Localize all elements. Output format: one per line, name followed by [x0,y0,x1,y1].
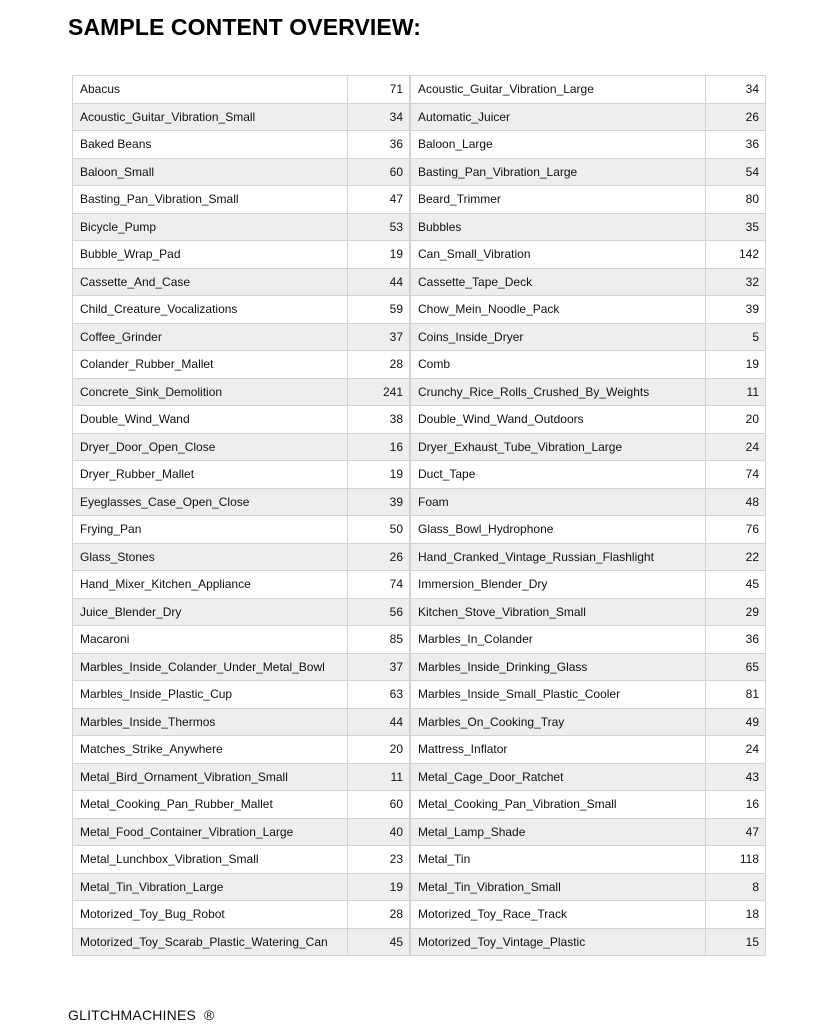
item-name-right: Double_Wind_Wand_Outdoors [411,406,706,434]
table-row [73,873,766,901]
item-count-left: 44 [348,708,410,736]
table-row [73,818,766,846]
item-count-left: 20 [348,736,410,764]
table-row [73,213,766,241]
item-name-right: Mattress_Inflator [411,736,706,764]
table-row [73,681,766,709]
item-name-right: Comb [411,351,706,379]
item-count-right: 35 [706,213,766,241]
item-count-right: 49 [706,708,766,736]
item-name-right: Automatic_Juicer [411,103,706,131]
item-count-right: 43 [706,763,766,791]
item-count-left: 37 [348,653,410,681]
item-name-left: Basting_Pan_Vibration_Small [73,186,348,214]
table-row [73,571,766,599]
item-name-left: Motorized_Toy_Scarab_Plastic_Watering_Can [73,928,348,956]
table-row [73,846,766,874]
item-count-right: 19 [706,351,766,379]
item-count-right: 48 [706,488,766,516]
item-count-left: 56 [348,598,410,626]
item-count-left: 36 [348,131,410,159]
page-title: SAMPLE CONTENT OVERVIEW: [68,14,421,40]
item-name-right: Bubbles [411,213,706,241]
item-name-right: Metal_Cage_Door_Ratchet [411,763,706,791]
table-row [73,461,766,489]
item-count-left: 19 [348,461,410,489]
item-count-right: 26 [706,103,766,131]
item-name-right: Motorized_Toy_Race_Track [411,901,706,929]
item-name-right: Foam [411,488,706,516]
item-name-left: Metal_Lunchbox_Vibration_Small [73,846,348,874]
item-count-left: 28 [348,351,410,379]
item-name-left: Cassette_And_Case [73,268,348,296]
item-count-right: 36 [706,131,766,159]
item-count-right: 47 [706,818,766,846]
item-name-left: Dryer_Rubber_Mallet [73,461,348,489]
item-name-right: Motorized_Toy_Vintage_Plastic [411,928,706,956]
item-name-left: Baked Beans [73,131,348,159]
item-name-left: Eyeglasses_Case_Open_Close [73,488,348,516]
item-name-left: Bubble_Wrap_Pad [73,241,348,269]
item-count-right: 118 [706,846,766,874]
item-name-right: Chow_Mein_Noodle_Pack [411,296,706,324]
table-row [73,626,766,654]
item-name-right: Metal_Lamp_Shade [411,818,706,846]
item-name-right: Marbles_Inside_Small_Plastic_Cooler [411,681,706,709]
item-count-left: 11 [348,763,410,791]
table-row [73,241,766,269]
item-count-left: 44 [348,268,410,296]
item-count-right: 32 [706,268,766,296]
sample-content-table [72,75,766,956]
table-row [73,653,766,681]
item-name-left: Metal_Cooking_Pan_Rubber_Mallet [73,791,348,819]
item-name-left: Metal_Tin_Vibration_Large [73,873,348,901]
table-row [73,791,766,819]
item-name-left: Concrete_Sink_Demolition [73,378,348,406]
item-name-left: Baloon_Small [73,158,348,186]
table-row [73,516,766,544]
item-count-left: 60 [348,158,410,186]
item-name-right: Glass_Bowl_Hydrophone [411,516,706,544]
item-count-right: 20 [706,406,766,434]
item-count-right: 74 [706,461,766,489]
item-name-left: Metal_Food_Container_Vibration_Large [73,818,348,846]
item-count-left: 38 [348,406,410,434]
item-count-left: 47 [348,186,410,214]
item-name-left: Macaroni [73,626,348,654]
item-name-left: Matches_Strike_Anywhere [73,736,348,764]
item-name-right: Metal_Cooking_Pan_Vibration_Small [411,791,706,819]
footer-brand [68,1007,215,1023]
table-row [73,763,766,791]
item-count-right: 142 [706,241,766,269]
item-count-right: 76 [706,516,766,544]
table-row [73,928,766,956]
item-count-right: 81 [706,681,766,709]
item-count-right: 34 [706,76,766,104]
item-name-right: Can_Small_Vibration [411,241,706,269]
item-count-right: 22 [706,543,766,571]
item-name-right: Coins_Inside_Dryer [411,323,706,351]
item-name-left: Coffee_Grinder [73,323,348,351]
table-row [73,186,766,214]
item-name-right: Cassette_Tape_Deck [411,268,706,296]
table-row [73,406,766,434]
table-body [73,76,766,956]
item-count-left: 85 [348,626,410,654]
item-name-left: Hand_Mixer_Kitchen_Appliance [73,571,348,599]
item-name-left: Child_Creature_Vocalizations [73,296,348,324]
item-count-left: 16 [348,433,410,461]
item-count-right: 16 [706,791,766,819]
item-count-left: 39 [348,488,410,516]
item-name-right: Hand_Cranked_Vintage_Russian_Flashlight [411,543,706,571]
table-row [73,901,766,929]
item-count-left: 53 [348,213,410,241]
item-name-right: Metal_Tin_Vibration_Small [411,873,706,901]
item-count-right: 39 [706,296,766,324]
item-name-left: Frying_Pan [73,516,348,544]
item-count-left: 71 [348,76,410,104]
item-name-right: Crunchy_Rice_Rolls_Crushed_By_Weights [411,378,706,406]
item-count-left: 26 [348,543,410,571]
item-name-left: Motorized_Toy_Bug_Robot [73,901,348,929]
item-count-left: 50 [348,516,410,544]
item-name-left: Glass_Stones [73,543,348,571]
table-row [73,323,766,351]
item-name-right: Marbles_Inside_Drinking_Glass [411,653,706,681]
table-row [73,76,766,104]
table-row [73,488,766,516]
item-name-right: Dryer_Exhaust_Tube_Vibration_Large [411,433,706,461]
table-row [73,158,766,186]
item-count-right: 45 [706,571,766,599]
item-name-right: Metal_Tin [411,846,706,874]
item-name-left: Dryer_Door_Open_Close [73,433,348,461]
item-count-left: 74 [348,571,410,599]
item-name-left: Double_Wind_Wand [73,406,348,434]
item-name-right: Duct_Tape [411,461,706,489]
item-count-left: 40 [348,818,410,846]
item-count-right: 36 [706,626,766,654]
item-count-left: 37 [348,323,410,351]
item-name-left: Marbles_Inside_Colander_Under_Metal_Bowl [73,653,348,681]
item-count-right: 24 [706,736,766,764]
item-count-right: 65 [706,653,766,681]
item-count-right: 18 [706,901,766,929]
registered-mark: ® [204,1007,215,1023]
item-count-right: 80 [706,186,766,214]
table-row [73,103,766,131]
item-count-right: 54 [706,158,766,186]
item-name-right: Kitchen_Stove_Vibration_Small [411,598,706,626]
item-count-right: 5 [706,323,766,351]
item-count-right: 29 [706,598,766,626]
item-name-right: Baloon_Large [411,131,706,159]
item-count-left: 23 [348,846,410,874]
table-row [73,351,766,379]
item-name-right: Beard_Trimmer [411,186,706,214]
table-row [73,296,766,324]
item-count-right: 15 [706,928,766,956]
item-name-left: Juice_Blender_Dry [73,598,348,626]
item-name-left: Marbles_Inside_Plastic_Cup [73,681,348,709]
item-name-left: Marbles_Inside_Thermos [73,708,348,736]
table-row [73,268,766,296]
item-name-left: Colander_Rubber_Mallet [73,351,348,379]
table-row [73,736,766,764]
item-count-left: 241 [348,378,410,406]
item-count-left: 19 [348,873,410,901]
item-name-right: Acoustic_Guitar_Vibration_Large [411,76,706,104]
item-count-left: 28 [348,901,410,929]
table-row [73,378,766,406]
item-count-left: 59 [348,296,410,324]
item-count-left: 34 [348,103,410,131]
item-count-left: 19 [348,241,410,269]
item-count-right: 11 [706,378,766,406]
table-row [73,708,766,736]
item-name-left: Abacus [73,76,348,104]
item-name-right: Immersion_Blender_Dry [411,571,706,599]
item-count-left: 63 [348,681,410,709]
item-name-right: Basting_Pan_Vibration_Large [411,158,706,186]
table-row [73,131,766,159]
item-name-left: Metal_Bird_Ornament_Vibration_Small [73,763,348,791]
item-count-right: 8 [706,873,766,901]
table-row [73,598,766,626]
item-name-right: Marbles_In_Colander [411,626,706,654]
brand-name: GLITCHMACHINES [68,1007,197,1023]
item-name-left: Bicycle_Pump [73,213,348,241]
item-count-left: 60 [348,791,410,819]
table-row [73,433,766,461]
item-count-right: 24 [706,433,766,461]
item-name-left: Acoustic_Guitar_Vibration_Small [73,103,348,131]
item-count-left: 45 [348,928,410,956]
table-row [73,543,766,571]
item-name-right: Marbles_On_Cooking_Tray [411,708,706,736]
